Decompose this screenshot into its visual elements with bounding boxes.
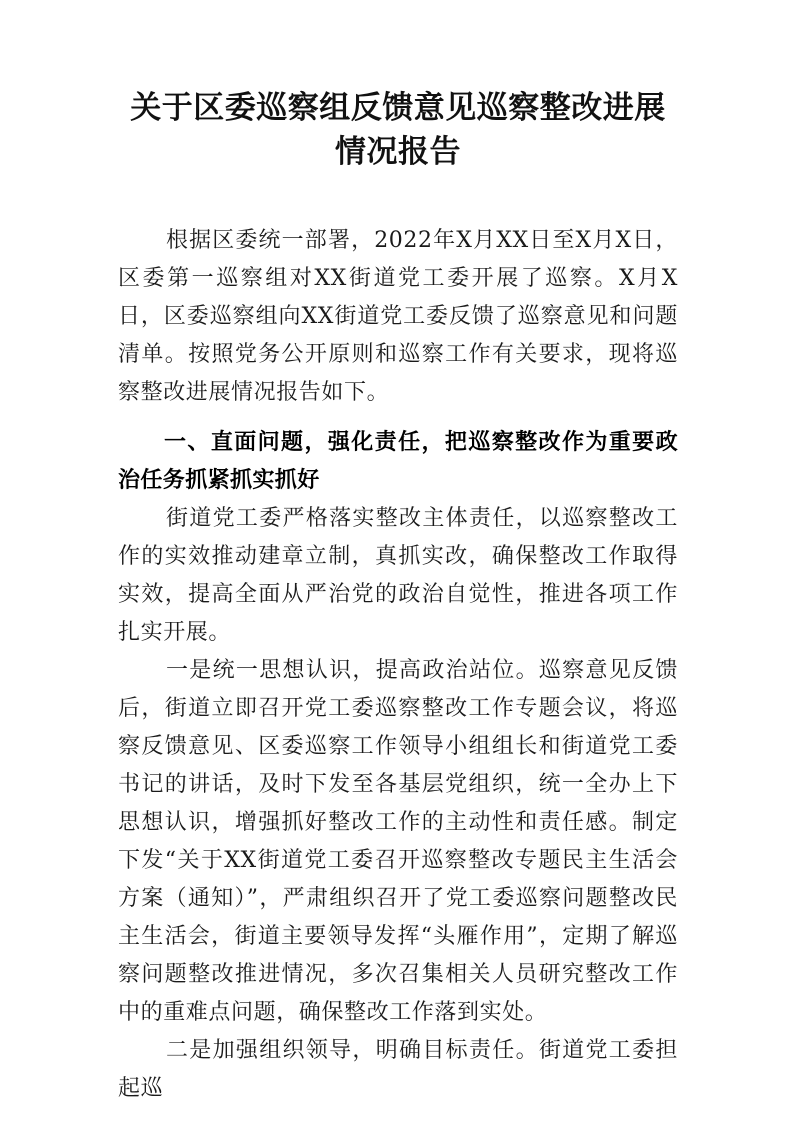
paragraph-responsibility: 街道党工委严格落实整改主体责任，以巡察整改工作的实效推动建章立制，真抓实改，确保整改工作取得实效，提高全面从严治党的政治自觉性，推进各项工作扎实开展。 <box>118 506 678 645</box>
document-content <box>118 0 678 1108</box>
paragraph-item-one: 一是统一思想认识，提高政治站位。巡察意见反馈后，街道立即召开党工委巡察整改工作专题会议，将巡察反馈意见、区委巡察工作领导小组组长和街道党工委书记的讲话，及时下发至各基层党组织，统一全办上下思想认识，增强抓好整改工作的主动性和责任感。制定下发“关于XX街道党工委召开巡察整改专题民主生活会方案（通知）”，严肃组织召开了党工委巡察问题整改民主生活会，街道主要领导发挥“头雁作用”，定期了解巡察问题整改推进情况，多次召集相关人员研究整改工作中的重难点问题，确保整改工作落到实处。 <box>118 658 678 1025</box>
section-heading-one: 一、直面问题，强化责任，把巡察整改作为重要政治任务抓紧抓实抓好 <box>118 430 678 493</box>
paragraph-item-two: 二是加强组织领导，明确目标责任。街道党工委担起巡 <box>118 1038 678 1101</box>
page-title: 关于区委巡察组反馈意见巡察整改进展情况报告 <box>130 90 666 170</box>
paragraph-intro: 根据区委统一部署，2022年X月XX日至X月X日，区委第一巡察组对XX街道党工委开展了巡察。X月X日，区委巡察组向XX街道党工委反馈了巡察意见和问题清单。按照党务公开原则和巡察工作有关要求，现将巡察整改进展情况报告如下。 <box>118 228 678 405</box>
